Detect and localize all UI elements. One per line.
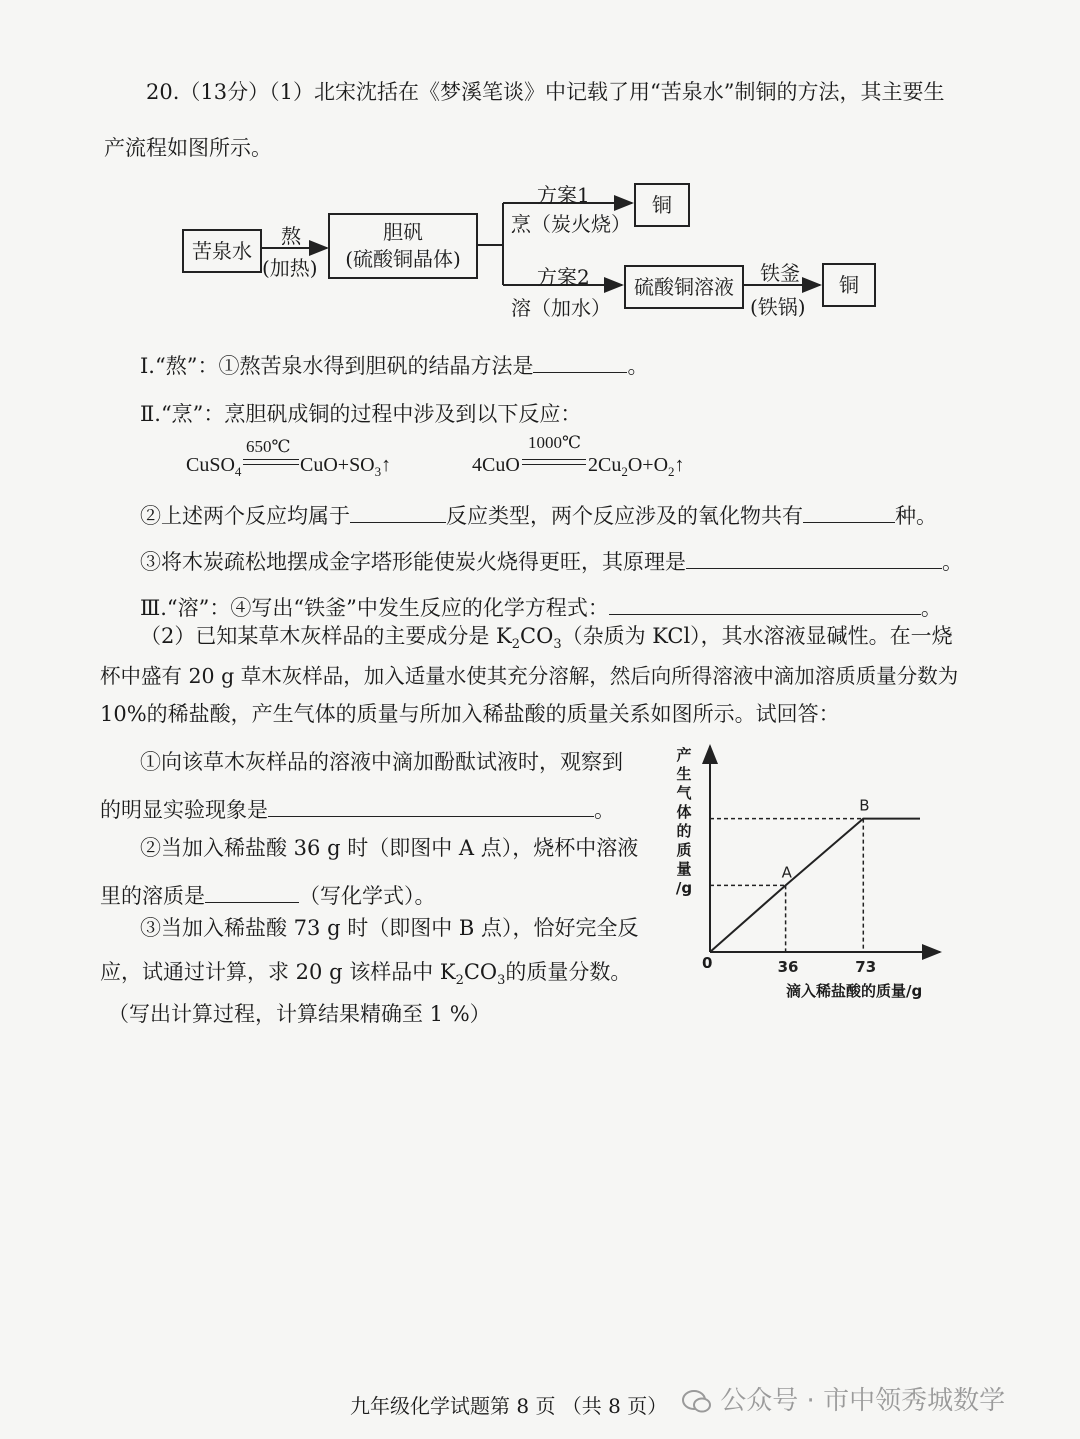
q3-line: ③将木炭疏松地摆成金字塔形能使炭火烧得更旺，其原理是 。 [140,550,963,574]
q1-line: Ⅰ.“熬”：①熬苦泉水得到胆矾的结晶方法是 。 [140,354,649,378]
equation-2-equals [522,459,586,465]
equation-2-left: 4CuO [472,454,520,476]
label-iron-pot: 铁釜 [760,261,800,285]
blue-vitriol-line1: 胆矾 [383,220,423,244]
sq1-line1: ①向该草木灰样品的溶液中滴加酚酞试液时，观察到 [140,750,623,774]
chart-ylabel-char: 质 [676,841,692,859]
gas-mass-chart [660,740,940,1010]
label-iron-wok: (铁锅) [750,295,806,319]
equation-1-left: CuSO$_4$ [186,454,242,479]
answer-blank-2[interactable] [350,521,446,523]
equation-2-condition: 1000℃ [528,433,582,452]
q2-intro: Ⅱ.“烹”：烹胆矾成铜的过程中涉及到以下反应： [140,402,582,426]
label-plan2-method: 溶（加水） [511,296,611,320]
equation-1-equals [243,459,299,465]
chart-ylabel-char: 产 [676,746,692,764]
chart-ylabel-char: /g [675,879,693,897]
answer-blank-1[interactable] [533,371,627,373]
answer-blank-3[interactable] [803,521,895,523]
equation-2-right: $2Cu_2O+O_2↑$ [588,454,685,479]
answer-blank-5[interactable] [609,613,921,615]
chart-x-tick-36: 36 [777,958,799,976]
sq2-line1: ②当加入稀盐酸 36 g 时（即图中 A 点），烧杯中溶液 [140,836,639,860]
sq3-line1: ③当加入稀盐酸 73 g 时（即图中 B 点），恰好完全反 [140,916,639,940]
chart-ylabel [674,746,694,898]
wechat-icon [682,1389,712,1415]
chart-origin-label: 0 [702,954,713,972]
sq2-line2: 里的溶质是 （写化学式）。 [100,884,436,908]
answer-blank-6[interactable] [268,815,594,817]
answer-blank-4[interactable] [686,567,942,569]
chart-ylabel-char: 的 [676,822,692,840]
equation-1-condition: 650℃ [246,437,291,456]
part2-intro-2: 杯中盛有 20 g 草木灰样品，加入适量水使其充分溶解，然后向所得溶液中滴加溶质质量分数为 [100,664,959,688]
part2-intro-1: （2）已知某草木灰样品的主要成分是 $K_2CO_3$（杂质为 KCl），其水溶液显碱性。在一烧 [140,624,953,653]
label-plan2: 方案2 [537,265,590,289]
label-heat: (加热) [262,256,318,280]
chart-xlabel: 滴入稀盐酸的质量/g [786,982,923,1000]
q2a-line: ②上述两个反应均属于 反应类型，两个反应涉及的氧化物共有 种。 [140,504,937,528]
chart-ylabel-char: 量 [676,860,692,878]
page-footer: 九年级化学试题第 8 页 （共 8 页） [350,1394,668,1418]
chart-ylabel-char: 气 [676,784,692,802]
sq3-line2: 应，试通过计算，求 20 g 该样品中 $K_2CO_3$的质量分数。 [100,960,632,989]
box-blue-vitriol [328,213,478,279]
answer-blank-7[interactable] [205,901,299,903]
box-copper-1: 铜 [634,183,690,227]
question-header: 20.（13分）（1）北宋沈括在《梦溪笔谈》中记载了用“苦泉水”制铜的方法，其主要生 [146,80,945,104]
chart-point-label-a: A [781,863,792,882]
chart-ylabel-char: 生 [676,765,692,783]
part2-intro-3: 10%的稀盐酸，产生气体的质量与所加入稀盐酸的质量关系如图所示。试回答： [100,702,840,726]
chart-ylabel-char: 体 [676,803,692,821]
box-bitter-spring-water: 苦泉水 [182,229,262,273]
box-copper-2: 铜 [822,263,876,307]
label-plan1-method: 烹（炭火烧） [511,212,631,236]
equation-1-right: $CuO+SO_3↑$ [300,454,392,479]
blue-vitriol-line2: (硫酸铜晶体) [345,247,461,271]
q4-line: Ⅲ.“溶”：④写出“铁釜”中发生反应的化学方程式： 。 [140,596,942,620]
box-copper-sulfate-solution: 硫酸铜溶液 [624,265,744,309]
sq1-line2: 的明显实验现象是 。 [100,798,615,822]
question-header-cont: 产流程如图所示。 [104,136,272,160]
chart-x-tick-73: 73 [855,958,877,976]
chart-point-label-b: B [859,796,870,815]
watermark: 公众号 · 市中领秀城数学 [682,1380,1005,1417]
sq3-line3: （写出计算过程，计算结果精确至 1 %） [108,1002,491,1026]
label-plan1: 方案1 [537,183,590,207]
label-boil: 熬 [281,224,301,248]
